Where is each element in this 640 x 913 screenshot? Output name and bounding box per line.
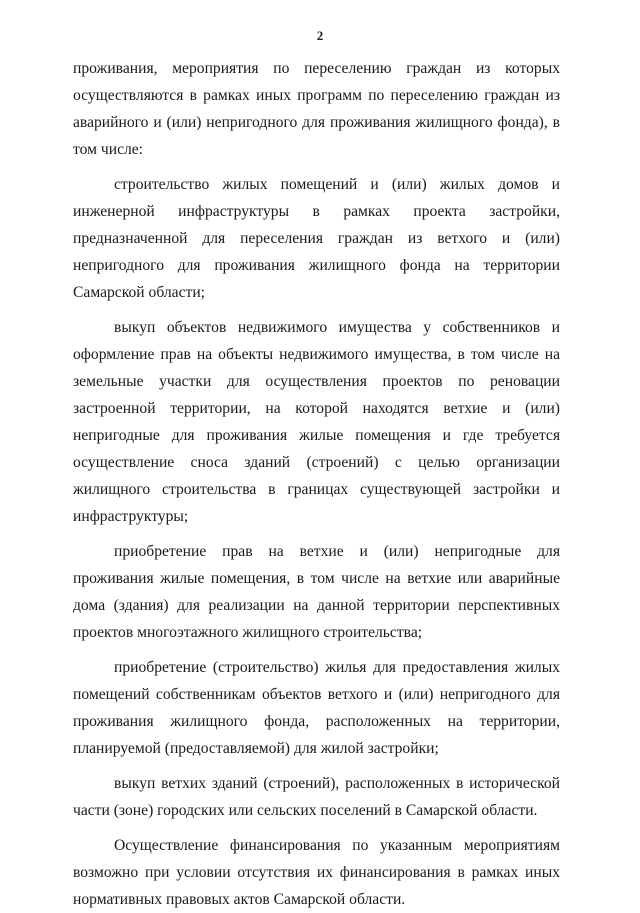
paragraph-financing-condition: Осуществление финансирования по указанным мероприятиям возможно при условии отсутствия их финансирования в рамках иных нормативных правовых актов Самарской области.	[73, 837, 560, 908]
paragraph-property-buyout: выкуп объектов недвижимого имущества у собственников и оформление прав на объекты недвижимого имущества, в том числе на земельные участки для осуществления проектов по реновации застроенной территории, на которой находятся ветхие и (или) непригодные для проживания жилые помещения и где требуется осуществление сноса зданий (строений) с целью организации жилищного строительства в границах существующей застройки и инфраструктуры;	[73, 319, 560, 525]
paragraph-construction: строительство жилых помещений и (или) жилых домов и инженерной инфраструктуры в рамках проекта застройки, предназначенной для переселения граждан из ветхого и (или) непригодного для проживания жилищного фонда на территории Самарской области;	[73, 176, 560, 301]
page-number: 2	[316, 28, 324, 43]
paragraph-intro-continuation: проживания, мероприятия по переселению граждан из которых осуществляются в рамках иных программ по переселению граждан из аварийного и (или) непригодного для проживания жилищного фонда), в том числе:	[73, 60, 560, 158]
paragraph-rights-acquisition: приобретение прав на ветхие и (или) непригодные для проживания жилые помещения, в том числе на ветхие или аварийные дома (здания) для реализации на данной территории перспективных проектов многоэтажного жилищного строительства;	[73, 543, 560, 641]
document-body	[73, 55, 560, 913]
paragraph-historic-buyout: выкуп ветхих зданий (строений), расположенных в исторической части (зоне) городских или сельских поселений в Самарской области.	[73, 775, 560, 819]
paragraph-housing-acquisition: приобретение (строительство) жилья для предоставления жилых помещений собственникам объектов ветхого и (или) непригодного для проживания жилищного фонда, расположенных на территории, планируемой (предоставляемой) для жилой застройки;	[73, 659, 560, 757]
